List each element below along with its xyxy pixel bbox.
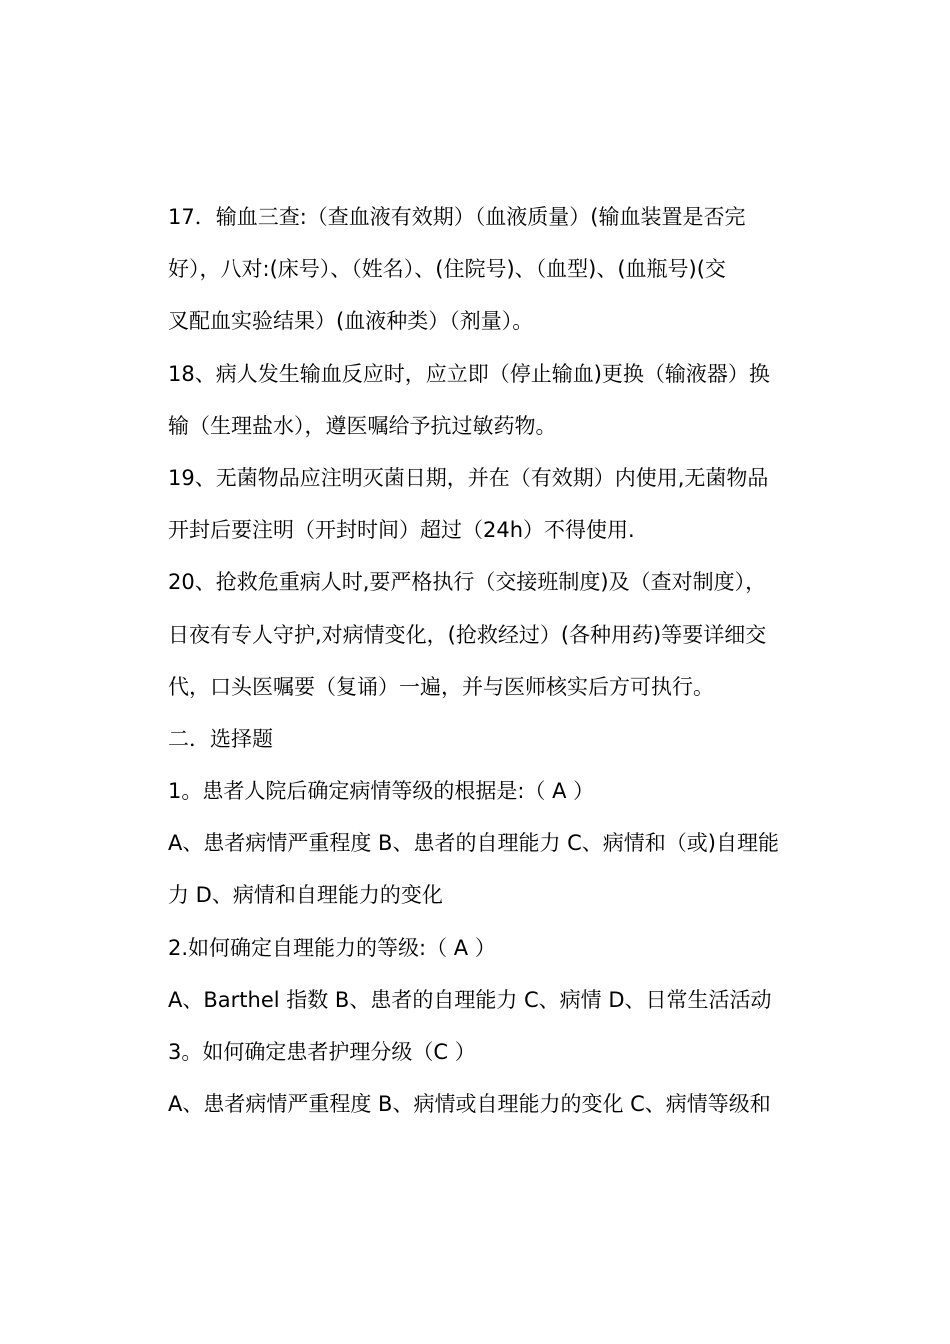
- q18-line-2: 输（生理盐水），遵医嘱给予抗过敏药物。: [168, 413, 557, 438]
- document-body: [168, 191, 808, 1130]
- q19-line-2: 开封后要注明（开封时间）超过（24h）不得使用.: [168, 518, 635, 543]
- mc1-question: 1。患者人院后确定病情等级的根据是:（ A ）: [168, 779, 595, 804]
- section-heading: 二．选择题: [168, 726, 273, 751]
- q17-line-3: 叉配血实验结果）(血液种类）（剂量）。: [168, 309, 534, 334]
- q17-line-1: 17．输血三查:（查血液有效期）（血液质量）(输血装置是否完: [168, 205, 746, 229]
- q20-line-3: 代，口头医嘱要（复诵）一遍，并与医师核实后方可执行。: [168, 674, 714, 699]
- mc1-options-line-1: A、患者病情严重程度 B、患者的自理能力 C、病情和（或)自理能: [168, 831, 779, 856]
- mc1-options-line-2: 力 D、病情和自理能力的变化: [168, 883, 443, 908]
- mc2-question: 2.如何确定自理能力的等级:（ A ）: [168, 935, 496, 960]
- q20-line-1: 20、抢救危重病人时,要严格执行（交接班制度)及（查对制度），: [168, 570, 767, 595]
- q19-line-1: 19、无菌物品应注明灭菌日期，并在（有效期）内使用,无菌物品: [168, 465, 769, 490]
- q17-line-2: 好），八对:(床号）、（姓名）、(住院号)、（血型)、(血瓶号)(交: [168, 257, 726, 282]
- q18-line-1: 18、病人发生输血反应时，应立即（停止输血)更换（输液器）换: [168, 361, 770, 386]
- mc2-options: A、Barthel 指数 B、患者的自理能力 C、病情 D、日常生活活动: [168, 987, 772, 1012]
- q20-line-2: 日夜有专人守护,对病情变化，(抢救经过）(各种用药)等要详细交: [168, 622, 767, 647]
- mc3-question: 3。如何确定患者护理分级（C ）: [168, 1040, 476, 1064]
- mc3-options: A、患者病情严重程度 B、病情或自理能力的变化 C、病情等级和: [168, 1092, 771, 1117]
